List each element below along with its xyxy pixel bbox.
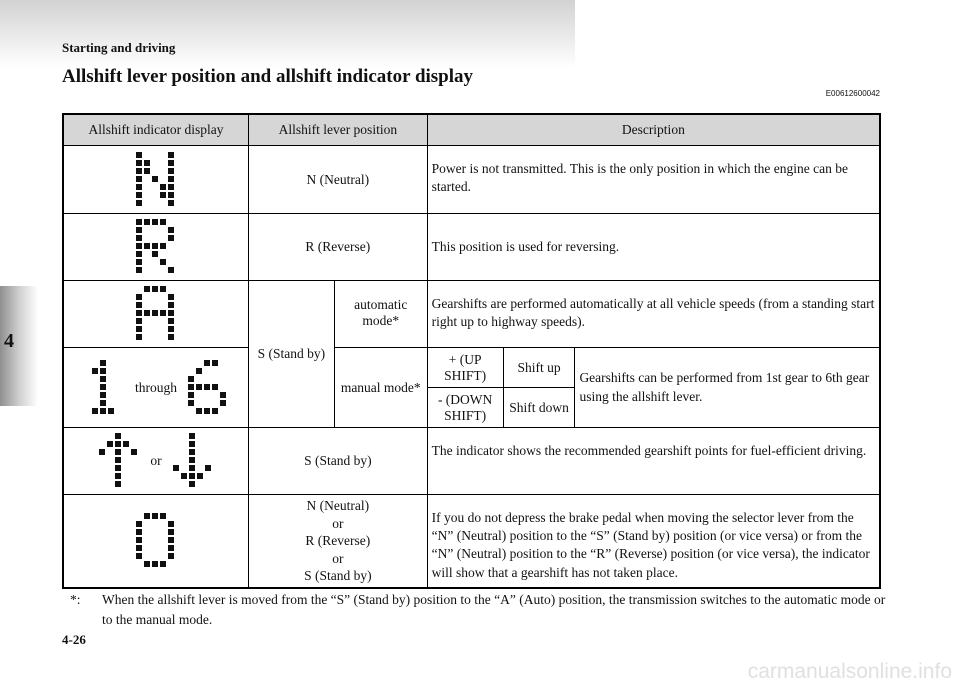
dot-matrix-up-arrow — [99, 433, 139, 489]
matrix-dot — [204, 408, 210, 414]
matrix-dot — [189, 433, 195, 439]
matrix-dot — [168, 318, 174, 324]
matrix-dot — [189, 481, 195, 487]
description-cell: Power is not transmitted. This is the only position in which the engine can be started. — [427, 146, 880, 214]
table-row — [63, 214, 880, 281]
matrix-dot — [136, 294, 142, 300]
matrix-dot — [181, 473, 187, 479]
matrix-dot — [168, 152, 174, 158]
description-cell: Gearshifts are performed automatically at all vehicle speeds (from a standing start right up to highway speeds). — [427, 281, 880, 348]
matrix-dot — [136, 553, 142, 559]
matrix-dot — [188, 384, 194, 390]
matrix-dot — [168, 235, 174, 241]
matrix-dot — [152, 251, 158, 257]
description-cell: Gearshifts can be performed from 1st gear to 6th gear using the allshift lever. — [575, 348, 880, 428]
header-indicator-display: Allshift indicator display — [63, 114, 249, 146]
matrix-dot — [189, 473, 195, 479]
matrix-dot — [168, 160, 174, 166]
reference-code: E00612600042 — [825, 89, 880, 98]
or-label: or — [150, 453, 162, 468]
matrix-dot — [136, 302, 142, 308]
table-row — [63, 146, 880, 214]
matrix-dot — [144, 286, 150, 292]
matrix-dot — [168, 521, 174, 527]
matrix-dot — [136, 160, 142, 166]
matrix-dot — [136, 529, 142, 535]
matrix-dot — [168, 294, 174, 300]
dot-matrix-n — [136, 152, 176, 208]
dot-matrix-down-arrow — [173, 433, 213, 489]
matrix-dot — [136, 200, 142, 206]
table-header-row — [63, 114, 880, 146]
matrix-dot — [152, 513, 158, 519]
matrix-dot — [168, 227, 174, 233]
manual-mode-cell: manual mode* — [334, 348, 427, 428]
matrix-dot — [131, 449, 137, 455]
position-cell: S (Stand by) — [249, 281, 335, 428]
dot-matrix-6 — [188, 360, 228, 416]
matrix-dot — [168, 553, 174, 559]
matrix-dot — [152, 310, 158, 316]
matrix-dot — [92, 408, 98, 414]
matrix-dot — [160, 561, 166, 567]
matrix-dot — [115, 457, 121, 463]
matrix-dot — [136, 227, 142, 233]
matrix-dot — [100, 408, 106, 414]
matrix-dot — [123, 441, 129, 447]
matrix-dot — [173, 465, 179, 471]
matrix-dot — [136, 521, 142, 527]
header-band — [0, 0, 575, 68]
matrix-dot — [160, 243, 166, 249]
position-line: or — [332, 515, 344, 531]
matrix-dot — [144, 310, 150, 316]
matrix-dot — [160, 184, 166, 190]
display-cell — [63, 281, 249, 348]
matrix-dot — [144, 219, 150, 225]
table-row — [63, 495, 880, 588]
page-number: 4-26 — [62, 632, 86, 647]
matrix-dot — [168, 545, 174, 551]
matrix-dot — [108, 408, 114, 414]
matrix-dot — [144, 243, 150, 249]
matrix-dot — [196, 384, 202, 390]
matrix-dot — [115, 481, 121, 487]
footnote — [70, 590, 890, 629]
matrix-dot — [100, 360, 106, 366]
matrix-dot — [136, 318, 142, 324]
dot-matrix-r — [136, 219, 176, 275]
matrix-dot — [197, 473, 203, 479]
matrix-dot — [152, 219, 158, 225]
position-line: S (Stand by) — [304, 568, 372, 584]
dot-matrix-1 — [84, 360, 124, 416]
matrix-dot — [136, 267, 142, 273]
down-shift-label: - (DOWN SHIFT) — [427, 388, 503, 428]
matrix-dot — [204, 360, 210, 366]
matrix-dot — [115, 433, 121, 439]
section-title: Starting and driving — [62, 40, 176, 55]
position-line: R (Reverse) — [305, 533, 371, 549]
display-cell — [63, 214, 249, 281]
footnote-mark: *: — [70, 592, 81, 607]
dot-matrix-a — [136, 286, 176, 342]
position-cell: R (Reverse) — [249, 214, 428, 281]
matrix-dot — [115, 473, 121, 479]
up-shift-label: + (UP SHIFT) — [427, 348, 503, 388]
matrix-dot — [220, 400, 226, 406]
matrix-dot — [136, 176, 142, 182]
matrix-dot — [168, 529, 174, 535]
matrix-dot — [168, 267, 174, 273]
matrix-dot — [136, 243, 142, 249]
down-shift-action: Shift down — [503, 388, 575, 428]
matrix-dot — [152, 243, 158, 249]
matrix-dot — [92, 368, 98, 374]
matrix-dot — [168, 302, 174, 308]
description-cell: The indicator shows the recommended gearshift points for fuel-efficient driving. — [427, 428, 880, 495]
position-cell: N (Neutral) — [249, 146, 428, 214]
matrix-dot — [205, 465, 211, 471]
matrix-dot — [136, 251, 142, 257]
up-shift-action: Shift up — [503, 348, 575, 388]
matrix-dot — [168, 168, 174, 174]
description-cell: This position is used for reversing. — [427, 214, 880, 281]
matrix-dot — [160, 513, 166, 519]
matrix-dot — [168, 537, 174, 543]
matrix-dot — [189, 465, 195, 471]
matrix-dot — [160, 192, 166, 198]
matrix-dot — [168, 200, 174, 206]
table-row — [63, 348, 880, 388]
position-line: or — [332, 550, 344, 566]
display-cell — [63, 146, 249, 214]
table-row — [63, 281, 880, 348]
watermark: carmanualsonline.info — [747, 660, 952, 683]
matrix-dot — [136, 184, 142, 190]
matrix-dot — [100, 376, 106, 382]
page-heading: Allshift lever position and allshift indicator display — [62, 66, 474, 87]
display-cell — [63, 428, 249, 495]
display-cell — [63, 348, 249, 428]
footnote-text: When the allshift lever is moved from the “S” (Stand by) position to the “A” (Auto) position, the transmission switches to the automatic mode or to the manual mode. — [102, 592, 886, 627]
matrix-dot — [136, 219, 142, 225]
matrix-dot — [100, 400, 106, 406]
matrix-dot — [136, 259, 142, 265]
matrix-dot — [144, 160, 150, 166]
description-cell: If you do not depress the brake pedal when moving the selector lever from the “N” (Neutral) position to the “S” (Stand by) position (or vice versa) or from the “N” (Neutral) position to the “R” (Reverse) position (or vice versa), the indicator will show that a gearshift has not taken place. — [427, 495, 880, 588]
matrix-dot — [99, 449, 105, 455]
matrix-dot — [168, 192, 174, 198]
matrix-dot — [115, 465, 121, 471]
matrix-dot — [136, 326, 142, 332]
matrix-dot — [136, 537, 142, 543]
matrix-dot — [189, 441, 195, 447]
matrix-dot — [160, 286, 166, 292]
matrix-dot — [136, 152, 142, 158]
matrix-dot — [204, 384, 210, 390]
matrix-dot — [168, 184, 174, 190]
matrix-dot — [136, 192, 142, 198]
matrix-dot — [212, 384, 218, 390]
position-cell — [249, 495, 428, 588]
matrix-dot — [107, 441, 113, 447]
matrix-dot — [136, 310, 142, 316]
matrix-dot — [136, 235, 142, 241]
matrix-dot — [168, 334, 174, 340]
matrix-dot — [168, 310, 174, 316]
matrix-dot — [168, 176, 174, 182]
position-cell: S (Stand by) — [249, 428, 428, 495]
matrix-dot — [188, 392, 194, 398]
matrix-dot — [160, 310, 166, 316]
table-row — [63, 428, 880, 495]
matrix-dot — [220, 392, 226, 398]
automatic-mode-cell: automatic mode* — [334, 281, 427, 348]
matrix-dot — [196, 368, 202, 374]
matrix-dot — [160, 259, 166, 265]
header-lever-position: Allshift lever position — [249, 114, 428, 146]
header-description: Description — [427, 114, 880, 146]
matrix-dot — [144, 561, 150, 567]
through-label: through — [135, 379, 177, 395]
matrix-dot — [188, 400, 194, 406]
dot-matrix-0 — [136, 513, 176, 569]
matrix-dot — [196, 408, 202, 414]
matrix-dot — [212, 360, 218, 366]
matrix-dot — [152, 176, 158, 182]
matrix-dot — [144, 513, 150, 519]
matrix-dot — [152, 286, 158, 292]
matrix-dot — [189, 457, 195, 463]
matrix-dot — [188, 376, 194, 382]
matrix-dot — [136, 168, 142, 174]
matrix-dot — [100, 392, 106, 398]
matrix-dot — [115, 441, 121, 447]
matrix-dot — [100, 384, 106, 390]
matrix-dot — [168, 326, 174, 332]
matrix-dot — [160, 219, 166, 225]
chapter-number: 4 — [4, 330, 14, 352]
matrix-dot — [144, 168, 150, 174]
matrix-dot — [136, 545, 142, 551]
matrix-dot — [100, 368, 106, 374]
matrix-dot — [189, 449, 195, 455]
allshift-table — [62, 113, 881, 589]
matrix-dot — [115, 449, 121, 455]
display-cell — [63, 495, 249, 588]
matrix-dot — [152, 561, 158, 567]
matrix-dot — [136, 334, 142, 340]
matrix-dot — [212, 408, 218, 414]
position-line: N (Neutral) — [306, 498, 370, 513]
